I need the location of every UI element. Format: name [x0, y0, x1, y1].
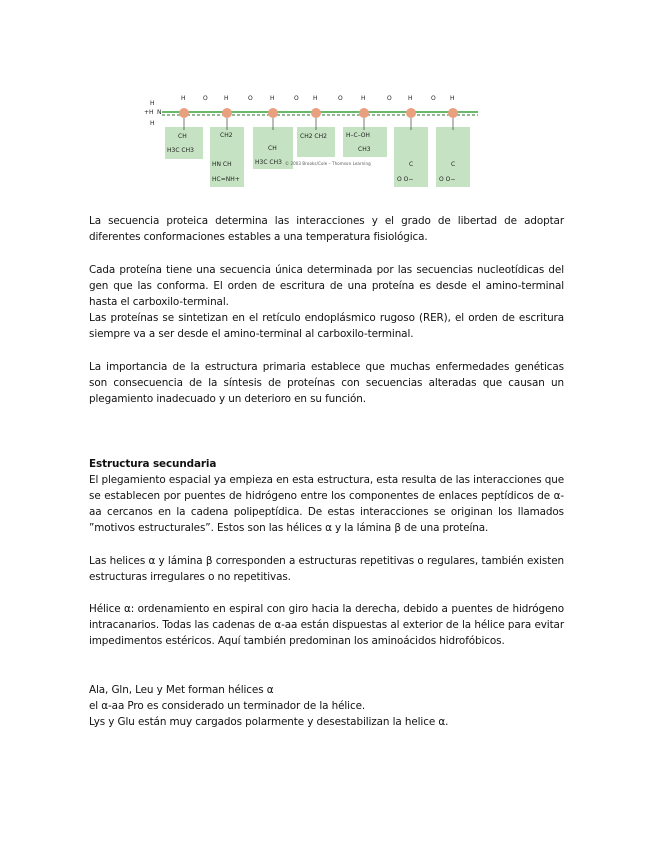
carbonyl-o-3: O [294, 95, 299, 102]
carbonyl-o-4: O [338, 95, 343, 102]
alpha-h-3: H [270, 95, 275, 102]
alpha-h-1: H [181, 95, 186, 102]
side-text-10: CH3 [358, 146, 371, 153]
paragraph-1: La secuencia proteica determina las interacciones y el grado de libertad de adoptar diferentes conformaciones estables a una temperatura fisiológica. [89, 215, 564, 243]
peptide-chain-figure [140, 80, 490, 190]
paragraph-2: Cada proteína tiene una secuencia única determinada por las secuencias nucleotídicas del gen que las conforma. El orden de escritura de una proteína es desde el amino-terminal hasta el carboxilo-terminal. [89, 264, 564, 308]
line-2: el α-aa Pro es considerado un terminador de la hélice. [89, 700, 366, 712]
carbonyl-o-6: O [431, 95, 436, 102]
alpha-carbon-7 [448, 108, 458, 118]
paragraph-5: El plegamiento espacial ya empieza en esta estructura, esta resulta de las interacciones que se establecen por puentes de hidrógeno entre los componentes de enlaces peptídicos de α-aa cercanos en la cadena polipeptídica. De estas interacciones se originan los llamados ”motivos estructurales”. Estos son las hélices α y la lámina β de una proteína. [89, 474, 564, 534]
alpha-carbon-4 [311, 108, 321, 118]
n-terminus-h-top: H [150, 100, 155, 107]
alpha-carbon-2 [222, 108, 232, 118]
alpha-carbon-3 [268, 108, 278, 118]
alpha-carbon-5 [359, 108, 369, 118]
side-text-5: HC=NH+ [212, 176, 240, 183]
alpha-h-6: H [408, 95, 413, 102]
side-text-12: O O− [397, 176, 414, 183]
side-text-14: O O− [439, 176, 456, 183]
n-terminus-h-bottom: H [150, 120, 155, 127]
section-heading-secundaria: Estructura secundaria [89, 458, 217, 470]
side-chain-box-pro [297, 127, 335, 157]
side-text-13: C [451, 161, 456, 168]
alpha-h-5: H [361, 95, 366, 102]
line-3: Lys y Glu están muy cargados polarmente y desestabilizan la helice α. [89, 716, 449, 728]
side-text-9: H–C–OH [346, 132, 370, 139]
carbonyl-o-2: O [248, 95, 253, 102]
figure-copyright: © 2003 Brooks/Cole – Thomson Learning [285, 161, 371, 166]
side-chain-box-val [165, 127, 203, 159]
paragraph-3: Las proteínas se sintetizan en el retículo endoplásmico rugoso (RER), el orden de escritura siempre va a ser desde el amino-terminal al carboxilo-terminal. [89, 312, 564, 340]
paragraph-7: Hélice α: ordenamiento en espiral con giro hacia la derecha, debido a puentes de hidrógeno intracanarios. Todas las cadenas de α-aa están dispuestas al exterior de la hélice para evitar impedimentos estéricos. Aquí también predominan los aminoácidos hidrofóbicos. [89, 603, 564, 647]
list-lines [89, 682, 564, 730]
n-terminus-label: +H [144, 109, 154, 116]
carbonyl-o-5: O [387, 95, 392, 102]
alpha-h-7: H [450, 95, 455, 102]
alpha-h-2: H [224, 95, 229, 102]
side-text-3: CH2 [220, 132, 233, 139]
side-text-4: HN CH [212, 161, 232, 168]
alpha-carbon-6 [406, 108, 416, 118]
line-1: Ala, Gln, Leu y Met forman hélices α [89, 684, 274, 696]
paragraph-4: La importancia de la estructura primaria establece que muchas enfermedades genéticas son consecuencia de la síntesis de proteínas con secuencias alteradas que causan un plegamiento inadecuado y un deterioro en su función. [89, 361, 564, 405]
side-text-1: CH [178, 133, 187, 140]
side-text-7: H3C CH3 [255, 159, 282, 166]
side-text-11: C [409, 161, 414, 168]
alpha-carbon-1 [179, 108, 189, 118]
side-text-6: CH [268, 145, 277, 152]
side-text-2: H3C CH3 [167, 147, 194, 154]
paragraph-6: Las helices α y lámina β corresponden a estructuras repetitivas o regulares, también existen estructuras irregulares o no repetitivas. [89, 555, 564, 583]
n-terminus-n: N [157, 109, 162, 116]
side-text-8: CH2 CH2 [300, 133, 327, 140]
alpha-h-4: H [313, 95, 318, 102]
peptide-diagram [140, 80, 490, 190]
carbonyl-o-1: O [203, 95, 208, 102]
